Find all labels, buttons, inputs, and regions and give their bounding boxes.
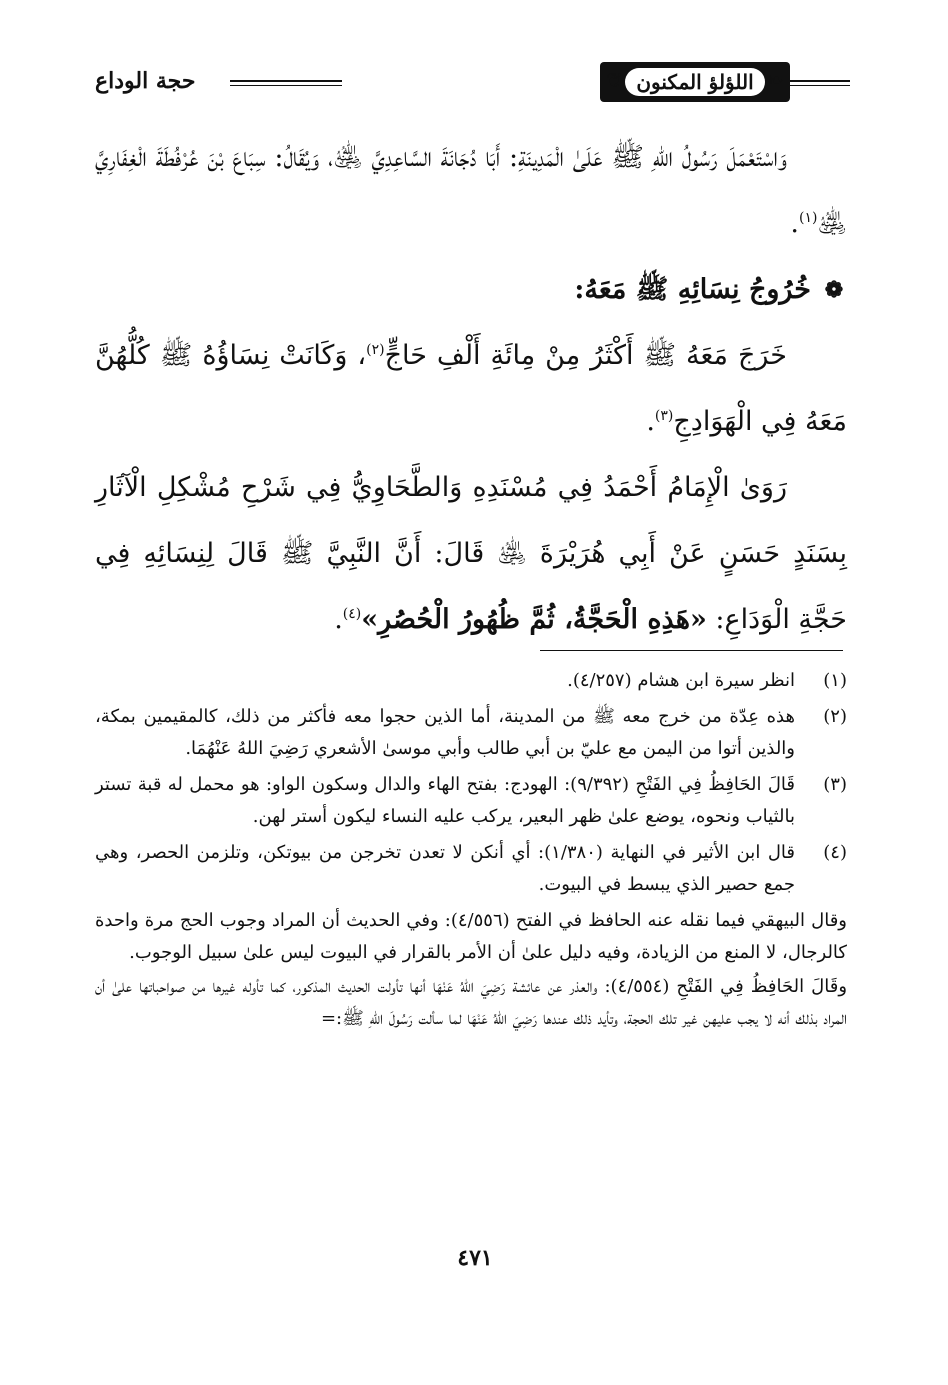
- footnote-separator: [540, 650, 843, 651]
- paragraph-1-end: .: [790, 208, 799, 239]
- book-title: اللؤلؤ المكنون: [625, 68, 765, 96]
- subheading: [95, 257, 847, 323]
- paragraph-2-text-a: خَرَجَ مَعَهُ ﷺ أَكْثَرُ مِنْ مِائَةِ أَلْفِ حَاجٍّ: [384, 340, 787, 371]
- footnote-text: قَالَ الحَافِظُ فِي الفَتْحِ (٩/٣٩٢): الهودج: بفتح الهاء والدال وسكون الواو: هو محمل له قبة تستر بالثياب ونحوه، يوضع علىٰ ظهر البعير، يركب عليه النساء ليكون أستر لهن.: [95, 774, 796, 827]
- footnote-ref-1: (١): [799, 210, 818, 226]
- paragraph-3-text: رَوَىٰ الْإِمَامُ أَحْمَدُ فِي مُسْنَدِهِ وَالطَّحَاوِيُّ فِي شَرْحِ مُشْكِلِ الْآثَارِ بِسَنَدٍ حَسَنٍ عَنْ أَبِي هُرَيْرَةَ ﵁ قَالَ: أَنَّ النَّبِيَّ ﷺ قَالَ لِنِسَائِهِ فِي حَجَّةِ الْوَدَاعِ:: [95, 472, 847, 635]
- footnote-4-continuation-1: وقال البيهقي فيما نقله عنه الحافظ في الفتح (٤/٥٥٦): وفي الحديث أن المراد وجوب الحج مرة واحدة كالرجال، لا المنع من الزيادة، وفيه دليل علىٰ أن الأمر بالقرار في البيوت ليس علىٰ سبيل الوجوب.: [95, 910, 847, 963]
- main-text: [95, 125, 847, 653]
- header-rule-left: [230, 80, 342, 86]
- flower-bullet-icon: ❁: [824, 277, 844, 303]
- paragraph-2: [95, 323, 847, 455]
- footnote-number: (٣): [823, 774, 847, 795]
- paragraph-3-end: .: [334, 604, 343, 635]
- ornament-left-icon: ❦: [606, 68, 623, 92]
- footnote-3: [95, 769, 847, 833]
- footnote-4: [95, 837, 847, 901]
- footnote-text: انظر سيرة ابن هشام (٤/٢٥٧).: [567, 670, 795, 691]
- footnote-2: [95, 701, 847, 765]
- footnote-ref-3: (٣): [654, 408, 674, 424]
- paragraph-3: [95, 455, 847, 653]
- footnote-ref-2: (٢): [366, 342, 385, 358]
- section-title: حجة الوداع: [95, 68, 196, 94]
- footnote-text: هذه عِدّة من خرج معه ﷺ من المدينة، أما الذين حجوا معه فأكثر من ذلك، كالمقيمين بمكة، والذين أتوا من اليمن مع عليّ بن أبي طالب وأبي موسىٰ الأشعري رَضِيَ اللهُ عَنْهُمَا.: [95, 706, 795, 759]
- ornament-right-icon: ❧: [767, 68, 784, 92]
- paragraph-1-text: وَاسْتَعْمَلَ رَسُولُ اللهِ ﷺ عَلَىٰ الْمَدِينَةِ: أَبَا دُجَانَةَ السَّاعِدِيَّ ﵁، وَيُقَالُ: سِبَاعَ بْنَ عُرْفُطَةَ الْغِفَارِيَّ ﵁: [95, 142, 847, 239]
- footnote-text: قال ابن الأثير في النهاية (١/٣٨٠): أي أنكن لا تعدن تخرجن من بيوتكن، وتلزمن الحصر، وهي جمع حصير الذي يبسط في البيوت.: [95, 842, 796, 895]
- hadith-quote: «هَذِهِ الْحَجَّةُ، ثُمَّ ظُهُورُ الْحُصُرِ»: [361, 604, 707, 635]
- footnote-1: [95, 665, 847, 697]
- footnote-number: (٤): [823, 842, 847, 863]
- paragraph-1: [95, 125, 847, 257]
- page-number: ٤٧١: [457, 1245, 493, 1271]
- footnotes: [95, 665, 847, 1037]
- running-header: [95, 56, 855, 112]
- subheading-text: خُرُوجُ نِسَائِهِ ﷺ مَعَهُ:: [574, 274, 811, 305]
- paragraph-2-end: .: [646, 406, 655, 437]
- book-title-cartouche: [600, 62, 790, 102]
- footnote-ref-4: (٤): [342, 606, 362, 622]
- footnote-number: (٢): [823, 706, 847, 727]
- paragraph-2-text-b: ، وَكَانَتْ نِسَاؤُهُ ﷺ كُلُّهُنَّ مَعَهُ فِي الْهَوَادِجِ: [95, 340, 847, 437]
- footnote-4-continuation-2: وقَالَ الحَافِظُ فِي الفَتْحِ (٤/٥٥٤): والعذر عن عائشة رَضِيَ اللهُ عَنْهَا أنها تأولت الحديث المذكور، كما تأوله غيرها من صواحباتها علىٰ أن المراد بذلك أنه لا يجب عليهن غير تلك الحجة، وتأيد ذلك عندها رَضِيَ اللهُ عَنْهَا لما سألت رَسُولَ اللهِ ﷺ:=: [95, 976, 848, 1029]
- footnote-number: (١): [823, 670, 847, 691]
